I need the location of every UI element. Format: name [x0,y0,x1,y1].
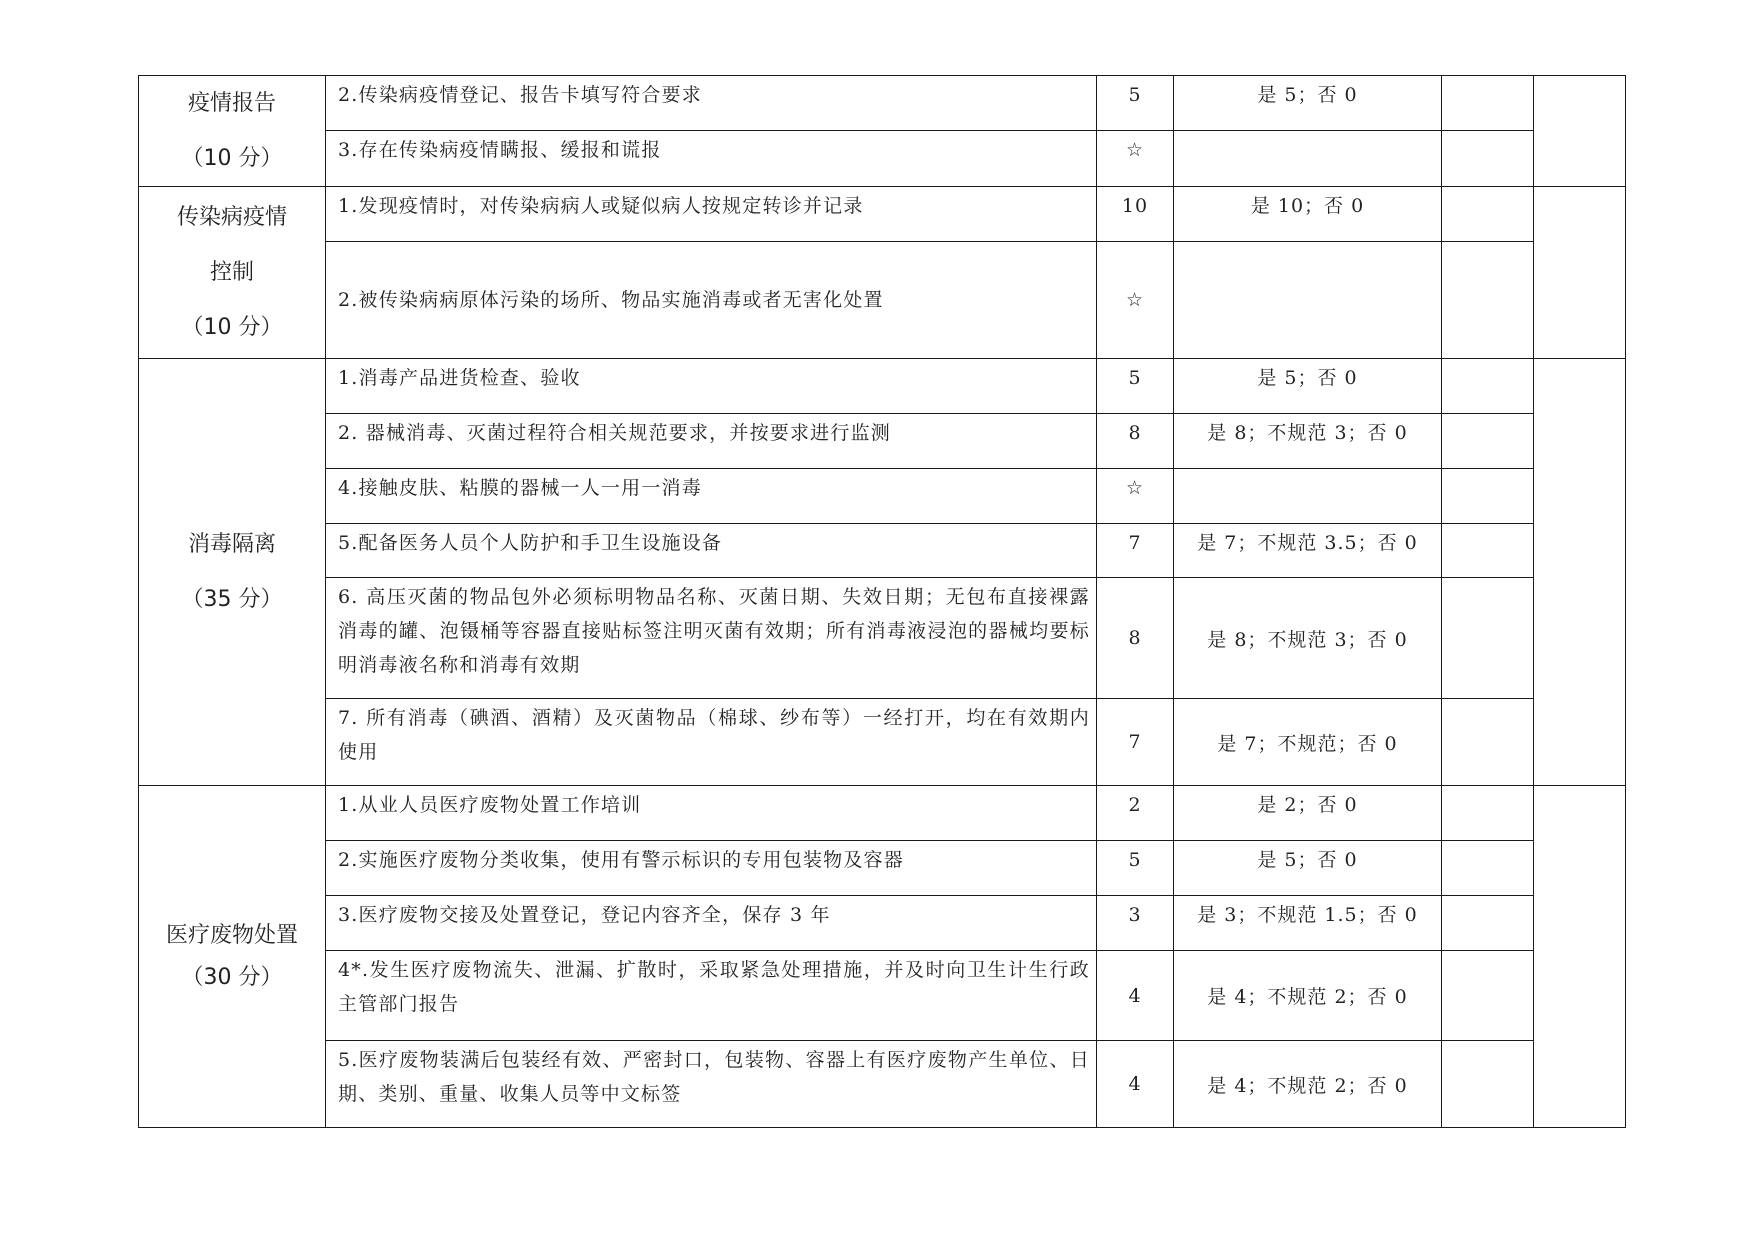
table-row [139,1041,1626,1128]
score-cell: 7 [1097,699,1174,786]
blank-cell [1442,578,1534,699]
criteria-cell: 是 7；不规范；否 0 [1174,699,1442,786]
category-cell-disinfection [139,359,326,786]
criteria-cell: 是 4；不规范 2；否 0 [1174,951,1442,1041]
category-title: 疫情报告 [187,91,276,116]
blank-cell [1534,359,1626,786]
criteria-cell: 是 5；否 0 [1174,76,1442,131]
item-text: 1.发现疫情时，对传染病病人或疑似病人按规定转诊并记录 [326,187,1097,242]
score-cell: 8 [1097,414,1174,469]
table-row [139,578,1626,699]
table-row [139,76,1626,131]
score-cell: 7 [1097,524,1174,578]
item-text: 2.被传染病病原体污染的场所、物品实施消毒或者无害化处置 [326,242,1097,359]
score-cell: 8 [1097,578,1174,699]
score-cell: 3 [1097,896,1174,951]
category-title: 消毒隔离 [187,532,276,557]
inspection-score-table [138,75,1626,1128]
criteria-cell: 是 4；不规范 2；否 0 [1174,1041,1442,1128]
table-row [139,699,1626,786]
item-text: 4.接触皮肤、粘膜的器械一人一用一消毒 [326,469,1097,524]
item-text: 1.从业人员医疗废物处置工作培训 [326,786,1097,841]
category-title-line2: 控制 [209,260,254,285]
score-cell: 5 [1097,359,1174,414]
criteria-cell: 是 5；否 0 [1174,359,1442,414]
category-points: （35 分） [181,587,283,612]
blank-cell [1442,524,1534,578]
item-text: 7. 所有消毒（碘酒、酒精）及灭菌物品（棉球、纱布等）一经打开，均在有效期内使用 [326,699,1097,786]
table-row [139,841,1626,896]
criteria-cell [1174,242,1442,359]
category-title: 医疗废物处置 [165,922,298,948]
table-row [139,896,1626,951]
score-cell: 5 [1097,841,1174,896]
category-points: （30 分） [181,964,283,990]
blank-cell [1442,130,1534,186]
item-text: 6. 高压灭菌的物品包外必须标明物品名称、灭菌日期、失效日期；无包布直接裸露消毒的罐、泡镊桶等容器直接贴标签注明灭菌有效期；所有消毒液浸泡的器械均要标明消毒液名称和消毒有效期 [326,578,1097,699]
item-text: 3.医疗废物交接及处置登记，登记内容齐全，保存 3 年 [326,896,1097,951]
table-row [139,242,1626,359]
criteria-cell [1174,130,1442,186]
star-mark: ☆ [1097,130,1174,186]
item-text: 2. 器械消毒、灭菌过程符合相关规范要求，并按要求进行监测 [326,414,1097,469]
blank-cell [1442,786,1534,841]
score-cell: 5 [1097,76,1174,131]
blank-cell [1534,76,1626,187]
criteria-cell: 是 7；不规范 3.5；否 0 [1174,524,1442,578]
criteria-cell: 是 8；不规范 3；否 0 [1174,414,1442,469]
criteria-cell: 是 2；否 0 [1174,786,1442,841]
blank-cell [1442,951,1534,1041]
criteria-cell: 是 5；否 0 [1174,841,1442,896]
criteria-cell: 是 3；不规范 1.5；否 0 [1174,896,1442,951]
table-row [139,130,1626,186]
table-row [139,469,1626,524]
blank-cell [1442,359,1534,414]
score-cell: 4 [1097,951,1174,1041]
item-text: 3.存在传染病疫情瞒报、缓报和谎报 [326,130,1097,186]
table-row [139,786,1626,841]
item-text: 5.配备医务人员个人防护和手卫生设施设备 [326,524,1097,578]
category-title-line1: 传染病疫情 [176,205,287,230]
criteria-cell: 是 10；否 0 [1174,187,1442,242]
star-mark: ☆ [1097,469,1174,524]
item-text: 2.实施医疗废物分类收集，使用有警示标识的专用包装物及容器 [326,841,1097,896]
criteria-cell [1174,469,1442,524]
blank-cell [1534,187,1626,359]
table-row [139,359,1626,414]
category-points: （10 分） [181,315,283,340]
blank-cell [1442,414,1534,469]
item-text: 4*.发生医疗废物流失、泄漏、扩散时，采取紧急处理措施，并及时向卫生计生行政主管部门报告 [326,951,1097,1041]
table-row [139,524,1626,578]
blank-cell [1442,841,1534,896]
score-cell: 2 [1097,786,1174,841]
score-cell: 4 [1097,1041,1174,1128]
table-row [139,951,1626,1041]
star-mark: ☆ [1097,242,1174,359]
blank-cell [1442,469,1534,524]
category-cell-epidemic-report [139,76,326,187]
table-row [139,187,1626,242]
blank-cell [1442,187,1534,242]
blank-cell [1442,699,1534,786]
blank-cell [1442,1041,1534,1128]
category-cell-medical-waste [139,786,326,1128]
blank-cell [1442,896,1534,951]
blank-cell [1534,786,1626,1128]
item-text: 5.医疗废物装满后包装经有效、严密封口，包装物、容器上有医疗废物产生单位、日期、类别、重量、收集人员等中文标签 [326,1041,1097,1128]
category-points: （10 分） [181,146,283,171]
item-text: 2.传染病疫情登记、报告卡填写符合要求 [326,76,1097,131]
score-cell: 10 [1097,187,1174,242]
blank-cell [1442,76,1534,131]
blank-cell [1442,242,1534,359]
item-text: 1.消毒产品进货检查、验收 [326,359,1097,414]
criteria-cell: 是 8；不规范 3；否 0 [1174,578,1442,699]
category-cell-disease-control [139,187,326,359]
table-row [139,414,1626,469]
